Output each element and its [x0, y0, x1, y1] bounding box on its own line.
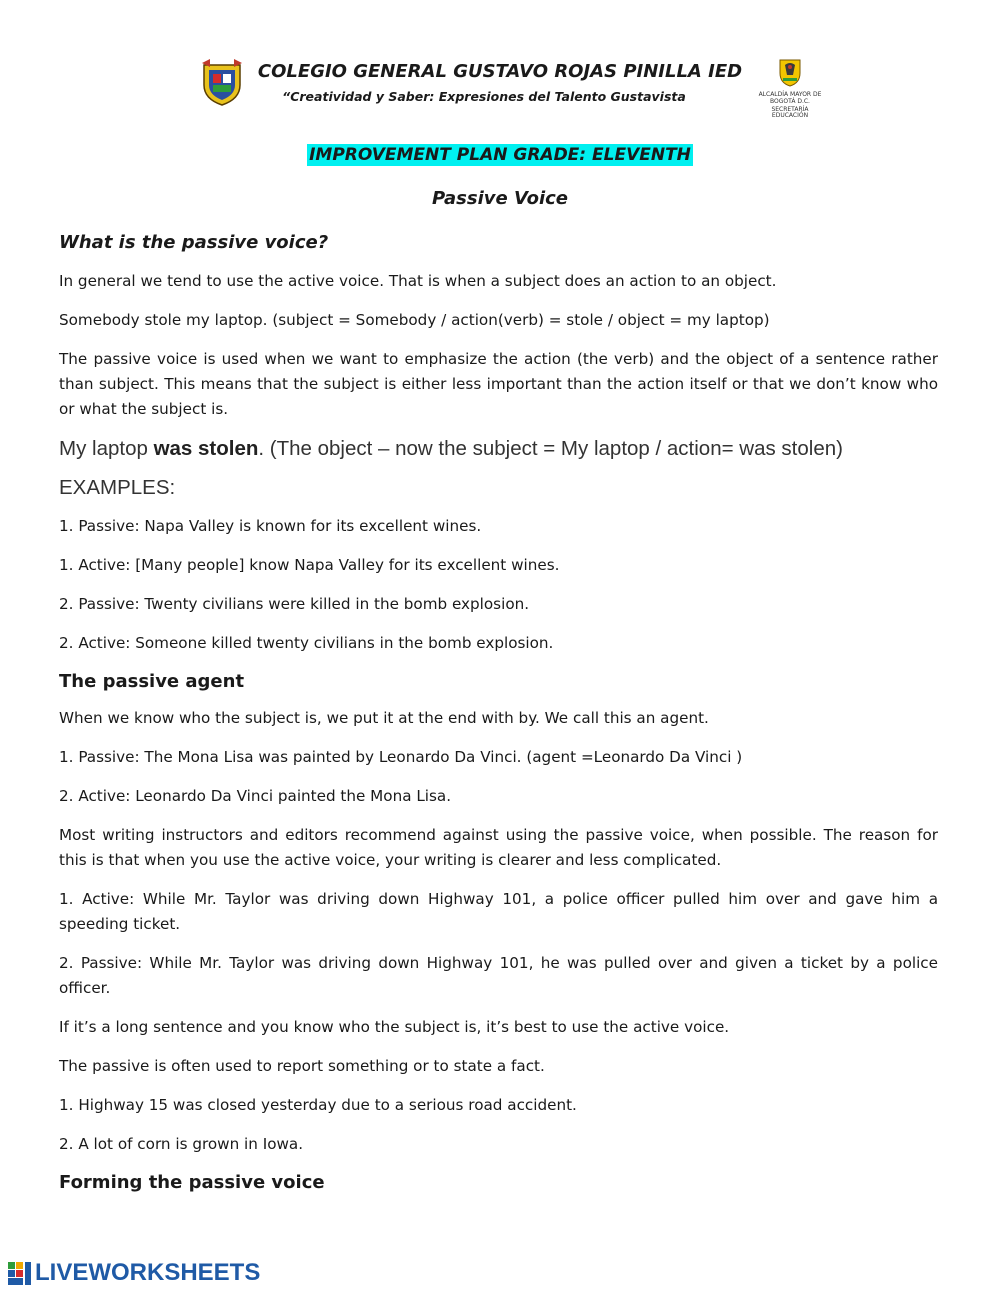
paragraph: If it’s a long sentence and you know who the subject is, it’s best to use the active voice. — [59, 1018, 730, 1036]
liveworksheets-brand-text: LIVEWORKSHEETS — [35, 1259, 261, 1286]
school-name: COLEGIO GENERAL GUSTAVO ROJAS PINILLA IED — [257, 61, 743, 82]
example-item: 1. Active: [Many people] know Napa Valley for its excellent wines. — [59, 556, 560, 574]
alcaldia-logo — [755, 57, 825, 119]
example-item: 1. Passive: The Mona Lisa was painted by Leonardo Da Vinci. (agent =Leonardo Da Vinci ) — [59, 748, 743, 766]
example-item: 2. Active: Someone killed twenty civilians in the bomb explosion. — [59, 634, 554, 652]
document-header — [0, 55, 1000, 125]
liveworksheets-mark-icon — [8, 1262, 32, 1286]
example-post: . (The object – now the subject = My laptop / action= was stolen) — [258, 437, 843, 460]
secretaria-text: SECRETARÍA EDUCACIÓN — [771, 106, 809, 119]
example-item: 1. Active: While Mr. Taylor was driving down Highway 101, a police officer pulled him over and gave him a speeding ticket. — [59, 890, 938, 933]
example-item: 2. Active: Leonardo Da Vinci painted the Mona Lisa. — [59, 787, 452, 805]
plan-banner-text: IMPROVEMENT PLAN GRADE: ELEVENTH — [309, 145, 691, 165]
document-body — [59, 231, 938, 1207]
example-item: 1. Passive: Napa Valley is known for its excellent wines. — [59, 517, 482, 535]
example-item: 2. Passive: While Mr. Taylor was driving down Highway 101, he was pulled over and given a ticket by a police officer. — [59, 954, 938, 997]
paragraph: Most writing instructors and editors recommend against using the passive voice, when possible. The reason for this is that when you use the active voice, your writing is clearer and less complicated. — [59, 826, 938, 869]
liveworksheets-logo[interactable] — [8, 1259, 278, 1289]
section-heading-passive-agent: The passive agent — [59, 671, 245, 692]
example-item: 2. A lot of corn is grown in Iowa. — [59, 1135, 304, 1153]
bogota-shield-icon — [778, 57, 802, 87]
example-pre: My laptop — [59, 437, 154, 460]
section-heading-what-is: What is the passive voice? — [59, 232, 329, 253]
highlighted-example — [59, 436, 938, 462]
plan-banner — [0, 145, 1000, 165]
paragraph: When we know who the subject is, we put it at the end with by. We call this an agent. — [59, 709, 709, 727]
paragraph: In general we tend to use the active voice. That is when a subject does an action to an object. — [59, 272, 777, 290]
paragraph: Somebody stole my laptop. (subject = Somebody / action(verb) = stole / object = my laptop) — [59, 311, 770, 329]
paragraph: The passive voice is used when we want to emphasize the action (the verb) and the object of a sentence rather than subject. This means that the subject is either less important than the action itself or that we don’t know who or what the subject is. — [59, 350, 938, 418]
example-item: 2. Passive: Twenty civilians were killed in the bomb explosion. — [59, 595, 530, 613]
paragraph: The passive is often used to report something or to state a fact. — [59, 1057, 545, 1075]
examples-label: EXAMPLES: — [59, 476, 176, 499]
school-motto: “Creatividad y Saber: Expresiones del Talento Gustavista — [282, 89, 686, 104]
example-bold: was stolen — [153, 437, 259, 460]
alcaldia-text: ALCALDÍA MAYOR DE BOGOTÁ D.C. — [758, 91, 822, 105]
example-item: 1. Highway 15 was closed yesterday due to a serious road accident. — [59, 1096, 577, 1114]
page-title: Passive Voice — [431, 188, 569, 209]
section-heading-forming: Forming the passive voice — [59, 1172, 325, 1193]
